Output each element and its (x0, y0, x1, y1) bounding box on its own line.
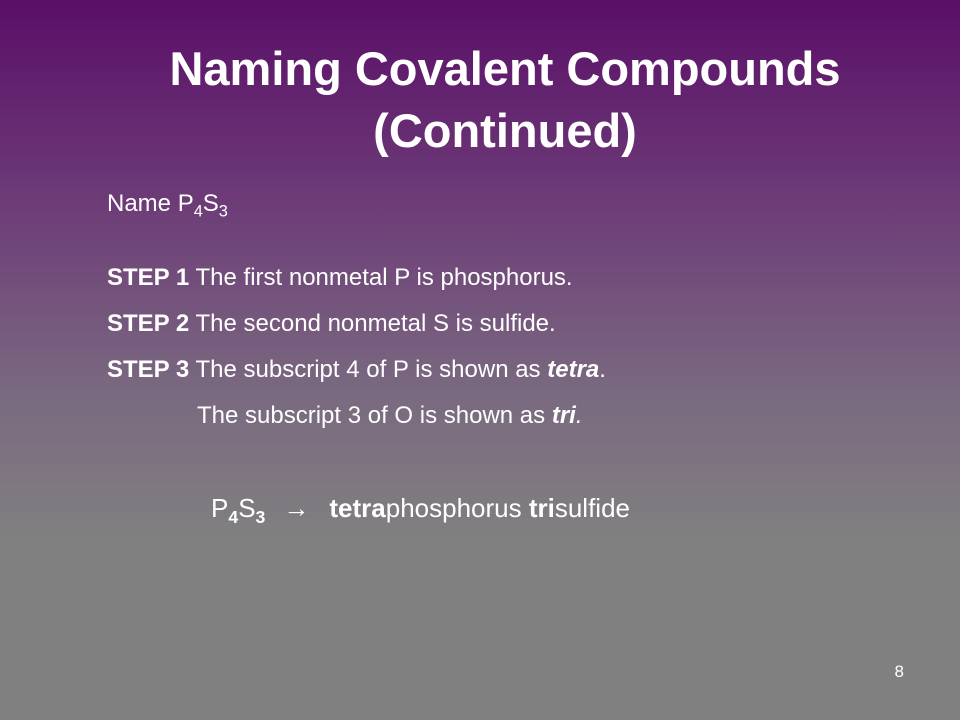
title-line-1: Naming Covalent Compounds (169, 42, 841, 95)
step-2-label: STEP 2 (107, 310, 190, 337)
step-3-continuation-text: The subscript 3 of O is shown as (197, 402, 552, 429)
right-arrow-icon: → (283, 493, 310, 523)
result-line (211, 493, 630, 528)
step-3-end: . (599, 356, 606, 383)
formula-element-s: S (202, 190, 219, 217)
step-3-text: The subscript 4 of P is shown as (189, 356, 548, 383)
result-element-p: P (211, 493, 229, 523)
result-subscript-3: 3 (255, 507, 266, 528)
title-line-2: (Continued) (373, 104, 637, 157)
step-3-continuation-emphasis: tri (551, 402, 576, 429)
result-element-s: S (238, 493, 256, 523)
result-root-phosphorus: phosphorus (385, 493, 529, 523)
result-root-sulfide: sulfide (554, 493, 630, 523)
step-3-continuation (197, 401, 583, 431)
step-1-label: STEP 1 (107, 264, 190, 291)
step-2-text: The second nonmetal S is sulfide. (189, 310, 556, 337)
step-3 (107, 355, 606, 385)
result-prefix-tri: tri (528, 493, 555, 523)
result-subscript-4: 4 (228, 507, 239, 528)
step-3-continuation-end: . (575, 402, 583, 429)
step-1-text: The first nonmetal P is phosphorus. (189, 264, 573, 291)
result-prefix-tetra: tetra (329, 493, 386, 523)
step-2 (107, 309, 556, 339)
formula-subscript-4: 4 (193, 202, 203, 221)
step-3-emphasis: tetra (547, 356, 600, 383)
prompt-line (107, 189, 228, 219)
formula-subscript-3: 3 (218, 202, 228, 221)
prompt-label: Name (107, 190, 178, 217)
page-number: 8 (894, 662, 904, 681)
step-3-label: STEP 3 (107, 356, 190, 383)
step-1 (107, 263, 573, 293)
formula-element-p: P (177, 190, 194, 217)
slide-title (0, 38, 960, 162)
